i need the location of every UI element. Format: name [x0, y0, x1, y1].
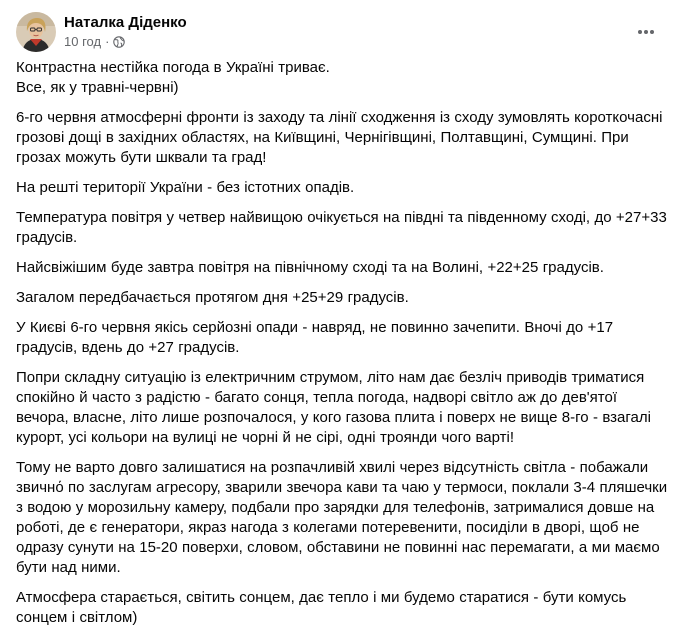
post-paragraph: Контрастна нестійка погода в Україні триває. Все, як у травні-червні): [16, 59, 330, 96]
more-options-button[interactable]: [628, 14, 664, 50]
post-paragraph: Найсвіжішим буде завтра повітря на північному сході та на Волині, +22+25 градусів.: [16, 259, 604, 276]
avatar-photo-icon: [16, 12, 56, 52]
post-paragraph: 6-го червня атмосферні фронти із заходу та лінії сходження із сходу зумовлять короткочасні грозові дощі в західних областях, на Київщині, Чернігівщині, Полтавщині, Сумщині. При грозах можуть бути шквали та град!: [16, 109, 663, 166]
post-paragraph: Попри складну ситуацію із електричним струмом, літо нам дає безліч приводів триматися спокійно й часто з радістю - багато сонця, тепла погода, надворі світло аж до дев'ятої вечора, власне, літо лише розпочалося, у кого газова плита і поверх не вище 8-го - взагалі курорт, усі кольори на вулиці не чорні й не сірі, одні троянди чого варті!: [16, 369, 651, 446]
post-paragraph: Температура повітря у четвер найвищою очікується на півдні та південному сході, до +27+33 градусів.: [16, 209, 667, 246]
post-paragraph: На решті території України - без істотних опадів.: [16, 179, 355, 196]
post-body: [16, 58, 668, 638]
post-paragraph: У Києві 6-го червня якісь серйозні опади - навряд, не повинно зачепити. Вночі до +17 градусів, вдень до +27 градусів.: [16, 319, 614, 356]
more-horizontal-icon: [636, 22, 656, 42]
post-timestamp[interactable]: 10 год: [64, 34, 102, 49]
post-paragraph: Тому не варто довго залишатися на розпачливій хвилі через відсутність світла - побажали звичнό по заслугам агресору, зварили звечора кави та чаю у термоси, поклали 3-4 пляшечки з водою у морозильну камеру, подбали про зарядки для телефонів, затрималися довше на роботі, де є генератори, якраз нагода з колегами потеревенити, посиділи в дворі, щоб не одразу сунути на 15-20 поверхи, словом, обставини не повинні нас перемагати, а ми маємо бути над ними.: [16, 459, 668, 576]
globe-icon[interactable]: [113, 36, 125, 48]
post-header: [16, 12, 664, 52]
post-paragraph: Атмосфера старається, світить сонцем, дає тепло і ми будемо старатися - бути комусь сонцем і світлом): [16, 589, 627, 626]
meta-separator: ·: [105, 34, 110, 49]
author-name[interactable]: Наталка Діденко: [64, 14, 187, 31]
post-paragraph: Загалом передбачається протягом дня +25+29 градусів.: [16, 289, 409, 306]
post-meta: [64, 34, 125, 50]
avatar[interactable]: [16, 12, 56, 52]
